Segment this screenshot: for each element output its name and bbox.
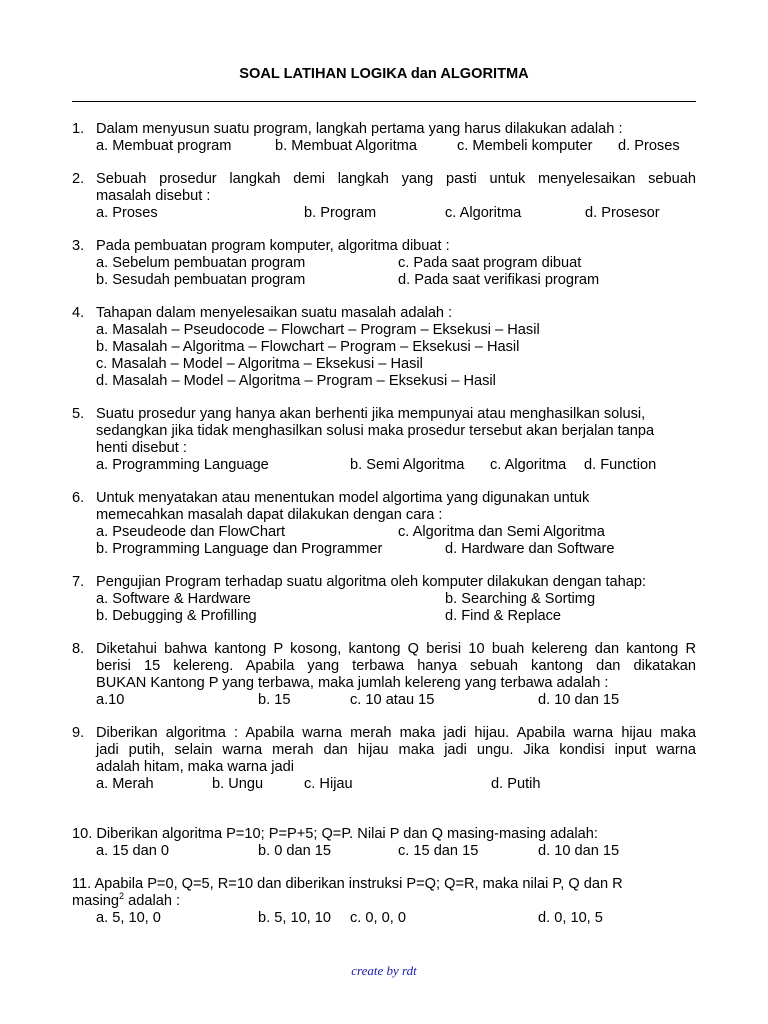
option-c: c. 10 atau 15 <box>350 692 435 708</box>
option-c: c. Pada saat program dibuat <box>398 255 582 271</box>
option-d: d. Masalah – Model – Algoritma – Program – Eksekusi – Hasil <box>96 373 496 389</box>
option-d: d. Find & Replace <box>445 608 562 624</box>
option-b: b. Program <box>304 205 377 221</box>
question-text: Suatu prosedur yang hanya akan berhenti jika mempunyai atau menghasilkan solusi, <box>96 406 646 422</box>
question-text: Dalam menyusun suatu program, langkah pertama yang harus dilakukan adalah : <box>96 121 623 137</box>
question-text: jadi putih, selain warna merah dan hijau maka jadi ungu. Jika kondisi input warna <box>96 742 696 758</box>
option-a: a. Proses <box>96 205 158 221</box>
question-text: sedangkan jika tidak menghasilkan solusi maka prosedur tersebut akan berjalan tanpa <box>96 423 655 439</box>
question-number: 3. <box>72 238 85 254</box>
question-number: 7. <box>72 574 85 590</box>
question-text: masalah disebut : <box>96 188 211 204</box>
option-d: d. Putih <box>491 776 541 792</box>
option-a: a. Pseudeode dan FlowChart <box>96 524 286 540</box>
option-a: a. Masalah – Pseudocode – Flowchart – Program – Eksekusi – Hasil <box>96 322 540 338</box>
option-b: b. Programming Language dan Programmer <box>96 541 383 557</box>
option-b: b. 5, 10, 10 <box>258 910 332 926</box>
footer-credit: create by rdt <box>351 963 417 978</box>
question-number: 1. <box>72 121 85 137</box>
option-d: d. 0, 10, 5 <box>538 910 603 926</box>
option-c: c. 15 dan 15 <box>398 843 479 859</box>
option-d: d. Function <box>584 457 657 473</box>
question-text: berisi 15 kelereng. Apabila yang terbawa hanya sebuah kantong dan dikatakan <box>96 658 696 674</box>
option-b: b. Sesudah pembuatan program <box>96 272 306 288</box>
question-number: 2. <box>72 171 85 187</box>
option-c: c. Algoritma <box>445 205 522 221</box>
question-text: Diberikan algoritma : Apabila warna merah maka jadi hijau. Apabila warna hijau maka <box>96 725 696 741</box>
question-number: 5. <box>72 406 85 422</box>
option-c: c. Masalah – Model – Algoritma – Eksekusi – Hasil <box>96 356 423 372</box>
question-text: Untuk menyatakan atau menentukan model algortima yang digunakan untuk <box>96 490 590 506</box>
option-a: a. 15 dan 0 <box>96 843 170 859</box>
question-text: masing <box>72 893 120 909</box>
option-b: b. Masalah – Algoritma – Flowchart – Program – Eksekusi – Hasil <box>96 339 520 355</box>
option-d: d. Proses <box>618 138 680 154</box>
option-a: a. Software & Hardware <box>96 591 251 607</box>
question-text: 11. Apabila P=0, Q=5, R=10 dan diberikan instruksi P=Q; Q=R, maka nilai P, Q dan R <box>72 876 623 892</box>
question-text: 10. Diberikan algoritma P=10; P=P+5; Q=P. Nilai P dan Q masing-masing adalah: <box>72 826 598 842</box>
question-text: Tahapan dalam menyelesaikan suatu masalah adalah : <box>96 305 453 321</box>
question-number: 8. <box>72 641 85 657</box>
option-d: d. Pada saat verifikasi program <box>398 272 600 288</box>
option-a: a. Merah <box>96 776 154 792</box>
question-text: adalah hitam, maka warna jadi <box>96 759 294 775</box>
option-b: b. Membuat Algoritma <box>275 138 417 154</box>
option-d: d. Prosesor <box>585 205 660 221</box>
option-b: b. Semi Algoritma <box>350 457 465 473</box>
option-c: c. Hijau <box>304 776 353 792</box>
question-text: adalah : <box>124 893 181 909</box>
option-d: d. 10 dan 15 <box>538 692 620 708</box>
question-text: henti disebut : <box>96 440 187 456</box>
option-c: c. Algoritma dan Semi Algoritma <box>398 524 605 540</box>
option-c: c. Membeli komputer <box>457 138 593 154</box>
option-b: b. Searching & Sortimg <box>445 591 596 607</box>
question-number: 6. <box>72 490 85 506</box>
option-b: b. Ungu <box>212 776 264 792</box>
option-b: b. 15 <box>258 692 291 708</box>
option-a: a.10 <box>96 692 125 708</box>
option-d: d. 10 dan 15 <box>538 843 620 859</box>
question-text: Sebuah prosedur langkah demi langkah yang pasti untuk menyelesaikan sebuah <box>96 171 696 187</box>
option-c: b. Debugging & Profilling <box>96 608 257 624</box>
option-d: d. Hardware dan Software <box>445 541 615 557</box>
option-c: c. 0, 0, 0 <box>350 910 406 926</box>
option-a: a. Sebelum pembuatan program <box>96 255 306 271</box>
option-b: b. 0 dan 15 <box>258 843 332 859</box>
question-text: BUKAN Kantong P yang terbawa, maka jumlah kelereng yang terbawa adalah : <box>96 675 609 691</box>
option-a: a. Membuat program <box>96 138 232 154</box>
superscript: 2 <box>119 891 125 901</box>
question-text: Diketahui bahwa kantong P kosong, kantong Q berisi 10 buah kelereng dan kantong R <box>96 641 696 657</box>
question-text: Pengujian Program terhadap suatu algoritma oleh komputer dilakukan dengan tahap: <box>96 574 647 590</box>
page-title: SOAL LATIHAN LOGIKA dan ALGORITMA <box>239 66 529 82</box>
option-a: a. Programming Language <box>96 457 269 473</box>
question-text: memecahkan masalah dapat dilakukan dengan cara : <box>96 507 443 523</box>
question-number: 9. <box>72 725 85 741</box>
option-a: a. 5, 10, 0 <box>96 910 161 926</box>
title-divider <box>72 101 696 102</box>
question-text: Pada pembuatan program komputer, algoritma dibuat : <box>96 238 450 254</box>
option-c: c. Algoritma <box>490 457 567 473</box>
question-number: 4. <box>72 305 85 321</box>
question-text-line2 <box>72 893 180 910</box>
